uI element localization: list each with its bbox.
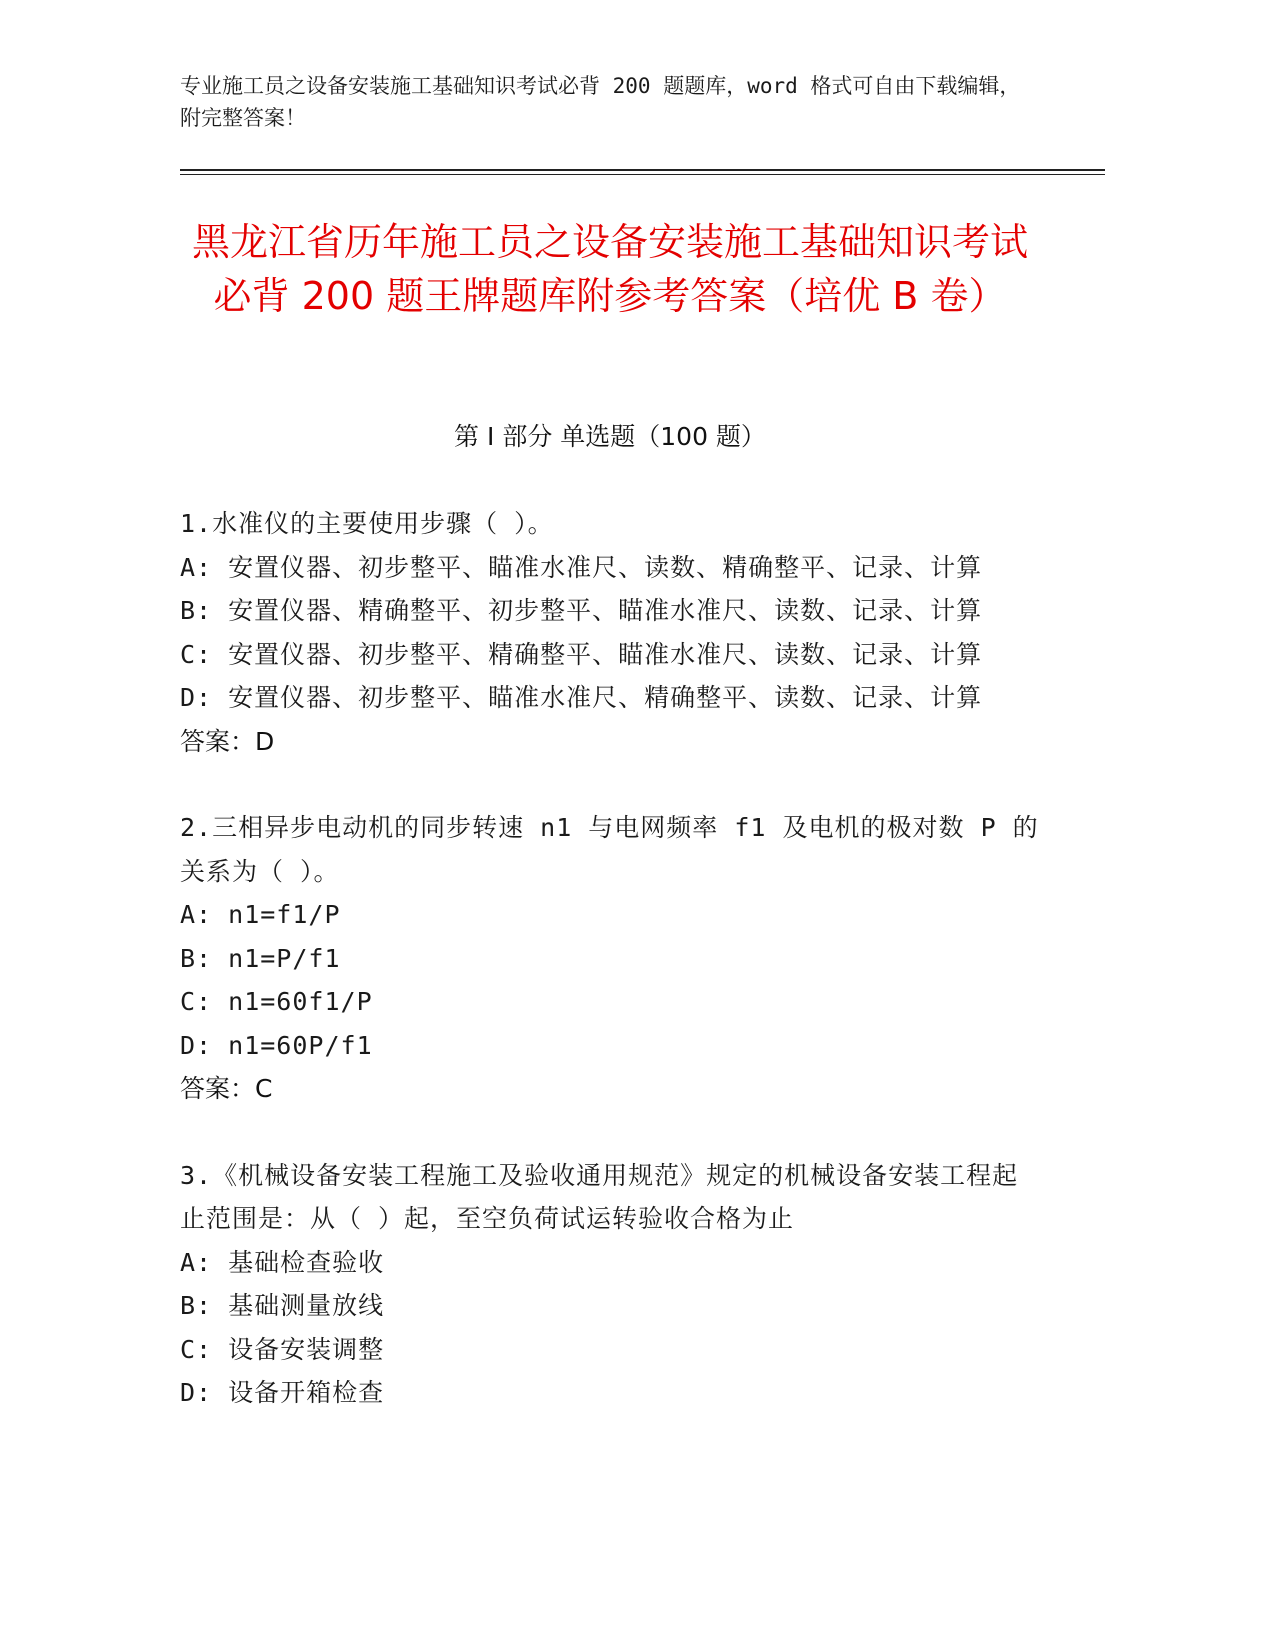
- option-b: B: 基础测量放线: [180, 1291, 385, 1320]
- option-d: D: 设备开箱检查: [180, 1378, 385, 1407]
- question-3: [180, 1154, 1040, 1415]
- question-1: [180, 502, 1040, 763]
- question-stem: 2.三相异步电动机的同步转速 n1 与电网频率 f1 及电机的极对数 P 的关系为（ ）。: [180, 813, 1039, 886]
- header-rule-thin: [180, 174, 1105, 175]
- option-a: A: 基础检查验收: [180, 1247, 385, 1277]
- option-d: D: 安置仪器、初步整平、瞄准水准尺、精确整平、读数、记录、计算: [180, 683, 983, 712]
- answer-label: 答案：D: [180, 726, 275, 756]
- option-c: C: n1=60f1/P: [180, 987, 373, 1016]
- question-stem: 3.《机械设备安装工程施工及验收通用规范》规定的机械设备安装工程起止范围是：从（ ）起，至空负荷试运转验收合格为止: [180, 1160, 1019, 1233]
- option-b: B: 安置仪器、精确整平、初步整平、瞄准水准尺、读数、记录、计算: [180, 596, 983, 625]
- question-list: [180, 502, 1040, 1458]
- header-note: 专业施工员之设备安装施工基础知识考试必背 200 题题库，word 格式可自由下载编辑，附完整答案！: [180, 74, 1021, 130]
- option-c: C: 安置仪器、初步整平、精确整平、瞄准水准尺、读数、记录、计算: [180, 639, 983, 669]
- section-heading: 第 I 部分 单选题（100 题）: [454, 422, 766, 451]
- option-d: D: n1=60P/f1: [180, 1030, 373, 1060]
- question-2: [180, 806, 1040, 1111]
- question-stem: 1.水准仪的主要使用步骤（ ）。: [180, 509, 554, 538]
- option-c: C: 设备安装调整: [180, 1334, 385, 1364]
- option-b: B: n1=P/f1: [180, 943, 341, 973]
- answer-label: 答案：C: [180, 1074, 273, 1103]
- header-rule-thick: [180, 169, 1105, 171]
- document-title: 黑龙江省历年施工员之设备安装施工基础知识考试必背 200 题王牌题库附参考答案（培优 B 卷）: [191, 220, 1028, 318]
- option-a: A: 安置仪器、初步整平、瞄准水准尺、读数、精确整平、记录、计算: [180, 552, 983, 582]
- option-a: A: n1=f1/P: [180, 900, 341, 929]
